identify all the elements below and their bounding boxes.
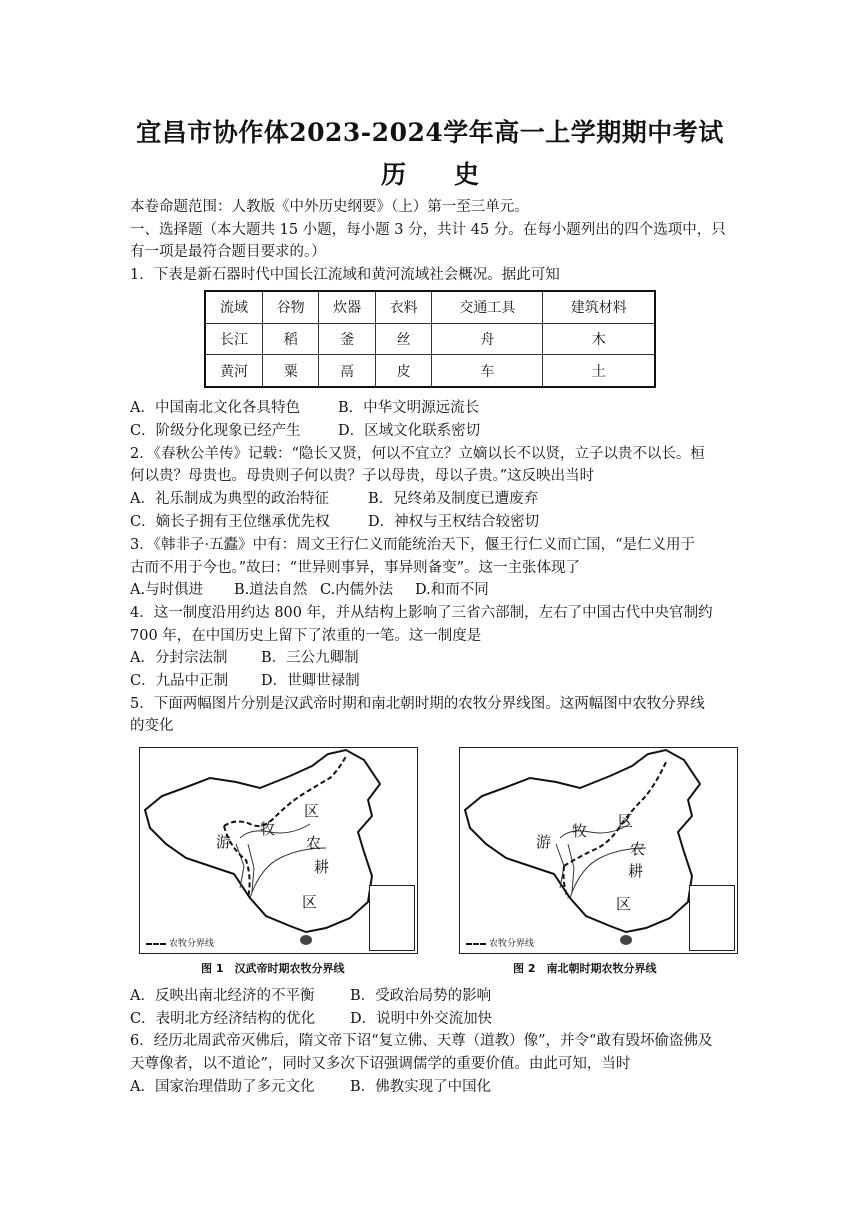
q6-stem-line1: 6．经历北周武帝灭佛后，隋文帝下诏“复立佛、天尊（道教）像”，并令“敢有毁坏偷盗佛及 <box>130 1033 713 1049</box>
q2-options-row2 <box>130 512 539 532</box>
table-header-cell: 谷物 <box>262 291 318 323</box>
legend-label: 农牧分界线 <box>169 939 215 949</box>
dashed-line-icon <box>466 943 486 945</box>
table-header-cell: 炊器 <box>319 291 375 323</box>
table-cell: 皮 <box>375 355 431 387</box>
map2-caption: 图 2 南北朝时期农牧分界线 <box>513 962 657 975</box>
q3-option-b[interactable]: B.道法自然 <box>234 582 308 598</box>
map-label-geng: 耕 <box>628 862 644 880</box>
q5-stem-line2: 的变化 <box>130 718 174 734</box>
map-legend <box>146 936 214 949</box>
q5-options-row2 <box>130 1009 492 1029</box>
table-cell: 粟 <box>262 355 318 387</box>
q2-option-a[interactable]: A．礼乐制成为典型的政治特征 <box>130 491 329 507</box>
q1-options-row2 <box>130 421 480 441</box>
table-header-cell: 建筑材料 <box>543 291 655 323</box>
map-label-qu-north: 区 <box>304 802 320 820</box>
table-cell: 黄河 <box>205 355 262 387</box>
table-cell: 丝 <box>375 323 431 355</box>
legend-label: 农牧分界线 <box>489 939 535 949</box>
q5-option-b[interactable]: B．受政治局势的影响 <box>350 988 492 1004</box>
map-label-qu-south: 区 <box>302 893 318 911</box>
q3-option-a[interactable]: A.与时俱进 <box>130 582 204 598</box>
section-heading-line2: 有一项是最符合题目要求的。） <box>130 244 326 260</box>
q1-option-a[interactable]: A．中国南北文化各具特色 <box>130 400 300 416</box>
map-label-qu-north: 区 <box>618 812 634 830</box>
q1-options-row1 <box>130 398 479 418</box>
table-header-cell: 交通工具 <box>432 291 543 323</box>
map-label-nong: 农 <box>630 840 646 858</box>
subject-heading <box>0 155 860 191</box>
table-cell: 土 <box>543 355 655 387</box>
q6-option-b[interactable]: B．佛教实现了中国化 <box>350 1079 492 1095</box>
table-cell: 车 <box>432 355 543 387</box>
q4-option-c[interactable]: C．九品中正制 <box>130 673 229 689</box>
q1-option-b[interactable]: B．中华文明源远流长 <box>338 400 480 416</box>
q2-stem-line1: 2．《春秋公羊传》记载：“隐长又贤，何以不宜立？立嫡以长不以贤，立子以贵不以长。桓 <box>130 446 705 462</box>
exam-title: 宜昌市协作体2023-2024学年高一上学期期中考试 <box>136 118 724 147</box>
q4-option-b[interactable]: B．三公九卿制 <box>261 650 359 666</box>
table-cell: 釜 <box>319 323 375 355</box>
map-legend <box>466 936 534 949</box>
q3-options-row <box>130 580 489 600</box>
q5-options-row1 <box>130 986 491 1006</box>
map-label-mu: 牧 <box>260 820 276 838</box>
map-label-geng: 耕 <box>314 858 330 876</box>
q3-stem-line2: 古而不用于今也。”故曰：“世异则事异，事异则备变”。这一主张体现了 <box>130 560 580 576</box>
q3-stem-line1: 3．《韩非子·五蠹》中有：周文王行仁义而能统治天下，偃王行仁义而亡国，“是仁义用于 <box>130 537 695 553</box>
map-label-nong: 农 <box>306 834 322 852</box>
intro-text: 本卷命题范围：人教版《中外历史纲要》（上）第一至三单元。 <box>130 199 529 215</box>
q5-option-d[interactable]: D．说明中外交流加快 <box>350 1011 493 1027</box>
table-cell: 长江 <box>205 323 262 355</box>
q3-option-c[interactable]: C.内儒外法 <box>320 582 394 598</box>
map-label-you: 游 <box>536 833 552 851</box>
table-header-cell: 流域 <box>205 291 262 323</box>
q4-option-a[interactable]: A．分封宗法制 <box>130 650 228 666</box>
q1-stem: 1．下表是新石器时代中国长江流域和黄河流域社会概况。据此可知 <box>130 267 560 283</box>
q2-option-b[interactable]: B．兄终弟及制度已遭废弃 <box>368 491 539 507</box>
q2-option-d[interactable]: D．神权与王权结合较密切 <box>368 514 540 530</box>
table-cell: 稻 <box>262 323 318 355</box>
table-header-row <box>205 291 655 323</box>
map-han-wudi <box>139 747 418 954</box>
map-label-you: 游 <box>216 833 232 851</box>
map-label-mu: 牧 <box>572 822 588 840</box>
q4-stem-line1: 4．这一制度沿用约达 800 年，并从结构上影响了三省六部制，左右了中国古代中央官制约 <box>130 605 713 621</box>
dashed-line-icon <box>146 943 166 945</box>
q5-stem-line1: 5．下面两幅图片分别是汉武帝时期和南北朝时期的农牧分界线图。这两幅图中农牧分界线 <box>130 696 705 712</box>
south-sea-inset <box>369 885 415 951</box>
q6-option-a[interactable]: A．国家治理借助了多元文化 <box>130 1079 315 1095</box>
q1-option-d[interactable]: D．区域文化联系密切 <box>338 423 481 439</box>
q5-option-a[interactable]: A．反映出南北经济的不平衡 <box>130 988 315 1004</box>
subject-char-1: 历 <box>380 160 406 189</box>
map-label-qu-south: 区 <box>616 895 632 913</box>
q1-option-c[interactable]: C．阶级分化现象已经产生 <box>130 423 301 439</box>
q5-option-c[interactable]: C．表明北方经济结构的优化 <box>130 1011 316 1027</box>
q2-stem-line2: 何以贵？母贵也。母贵则子何以贵？子以母贵，母以子贵。”这反映出当时 <box>130 468 595 484</box>
q3-option-d[interactable]: D.和而不同 <box>415 582 489 598</box>
table-cell: 鬲 <box>319 355 375 387</box>
map1-caption: 图 1 汉武帝时期农牧分界线 <box>201 962 345 975</box>
table-row <box>205 355 655 387</box>
table-cell: 木 <box>543 323 655 355</box>
table-row <box>205 323 655 355</box>
q2-option-c[interactable]: C．嫡长子拥有王位继承优先权 <box>130 514 330 530</box>
q4-stem-line2: 700 年，在中国历史上留下了浓重的一笔。这一制度是 <box>130 628 482 644</box>
table-cell: 舟 <box>432 323 543 355</box>
q1-table <box>204 290 656 388</box>
q4-options-row1 <box>130 648 359 668</box>
q4-options-row2 <box>130 671 360 691</box>
q6-options-row1 <box>130 1077 491 1097</box>
subject-char-2: 史 <box>454 160 480 189</box>
south-sea-inset <box>689 885 735 951</box>
q6-stem-line2: 天尊像者，以不道论”，同时又多次下诏强调儒学的重要价值。由此可知，当时 <box>130 1056 631 1072</box>
map-southern-northern-dynasties <box>459 747 738 954</box>
q2-options-row1 <box>130 489 538 509</box>
q4-option-d[interactable]: D．世卿世禄制 <box>261 673 360 689</box>
section-heading-line1: 一、选择题（本大题共 15 小题，每小题 3 分，共计 45 分。在每小题列出的四个选项中，只 <box>130 222 726 238</box>
table-header-cell: 衣料 <box>375 291 431 323</box>
